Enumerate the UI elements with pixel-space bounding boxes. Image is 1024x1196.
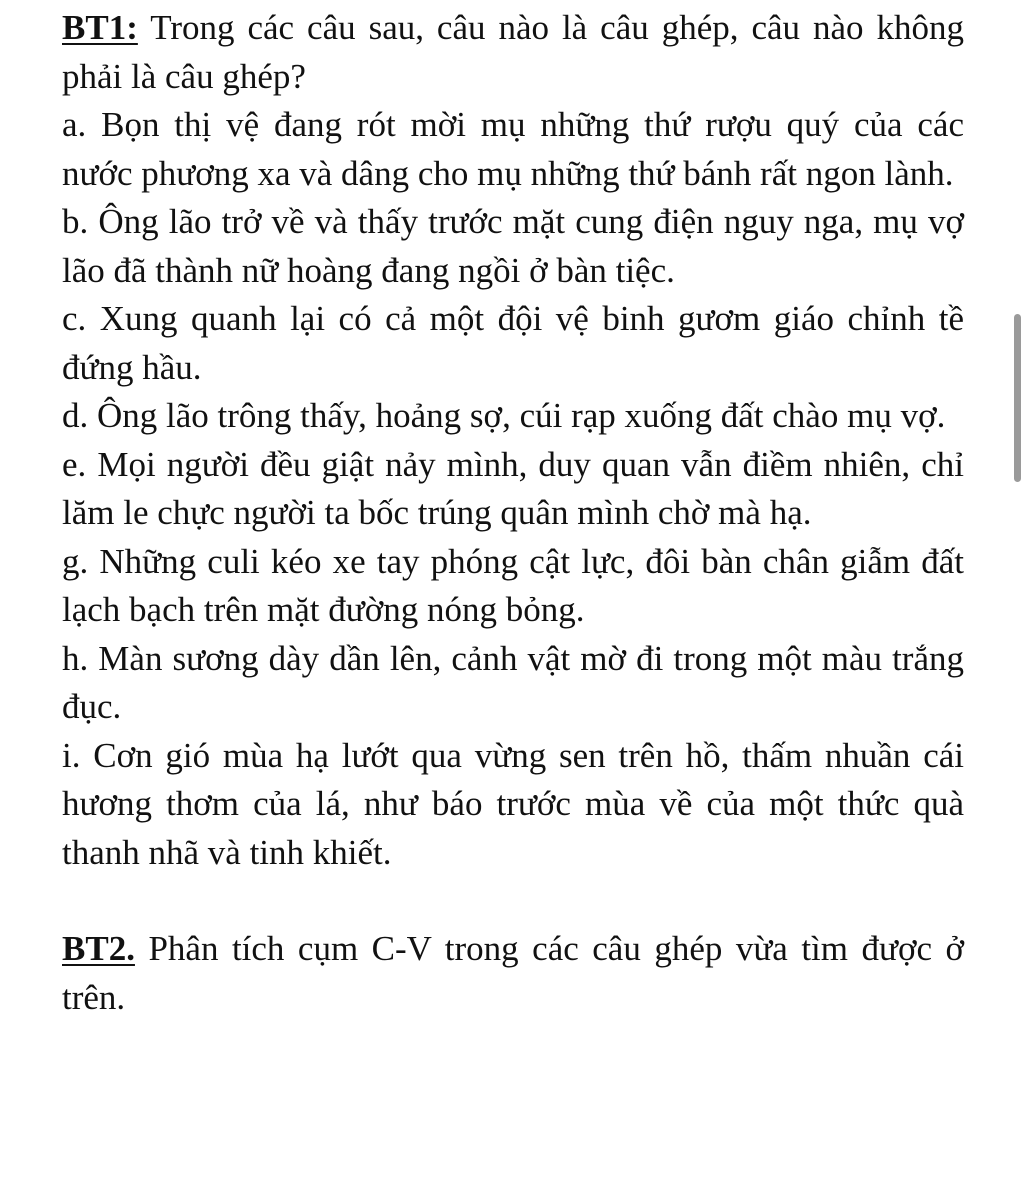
- vertical-scrollbar[interactable]: [1014, 314, 1021, 482]
- exercise-2-label: BT2.: [62, 929, 135, 968]
- exercise-2-heading: [62, 925, 964, 1022]
- item-i: i. Cơn gió mùa hạ lướt qua vừng sen trên hồ, thấm nhuần cái hương thơm của lá, như báo trước mùa về của một thức quà thanh nhã và tinh khiết.: [62, 735, 964, 872]
- section-spacer: [62, 877, 964, 925]
- exercise-1-label: BT1:: [62, 8, 138, 47]
- document-body: [62, 4, 964, 1022]
- exercise-1-heading: [62, 4, 964, 101]
- item-d: d. Ông lão trông thấy, hoảng sợ, cúi rạp xuống đất chào mụ vợ.: [62, 396, 946, 435]
- item-a: a. Bọn thị vệ đang rót mời mụ những thứ rượu quý của các nước phương xa và dâng cho mụ những thứ bánh rất ngon lành.: [62, 105, 964, 193]
- item-h: h. Màn sương dày dần lên, cảnh vật mờ đi trong một màu trắng đục.: [62, 638, 964, 726]
- exercise-1-prompt: Trong các câu sau, câu nào là câu ghép, câu nào không phải là câu ghép?: [62, 8, 964, 96]
- item-g: g. Những culi kéo xe tay phóng cật lực, đôi bàn chân giẫm đất lạch bạch trên mặt đường nóng bỏng.: [62, 541, 964, 629]
- exercise-2-prompt: Phân tích cụm C-V trong các câu ghép vừa tìm được ở trên.: [62, 929, 965, 1017]
- item-e: e. Mọi người đều giật nảy mình, duy quan vẫn điềm nhiên, chỉ lăm le chực người ta bốc trúng quân mình chờ mà hạ.: [62, 444, 964, 532]
- item-b: b. Ông lão trở về và thấy trước mặt cung điện nguy nga, mụ vợ lão đã thành nữ hoàng đang ngồi ở bàn tiệc.: [62, 202, 964, 290]
- item-c: c. Xung quanh lại có cả một đội vệ binh gươm giáo chỉnh tề đứng hầu.: [62, 299, 964, 387]
